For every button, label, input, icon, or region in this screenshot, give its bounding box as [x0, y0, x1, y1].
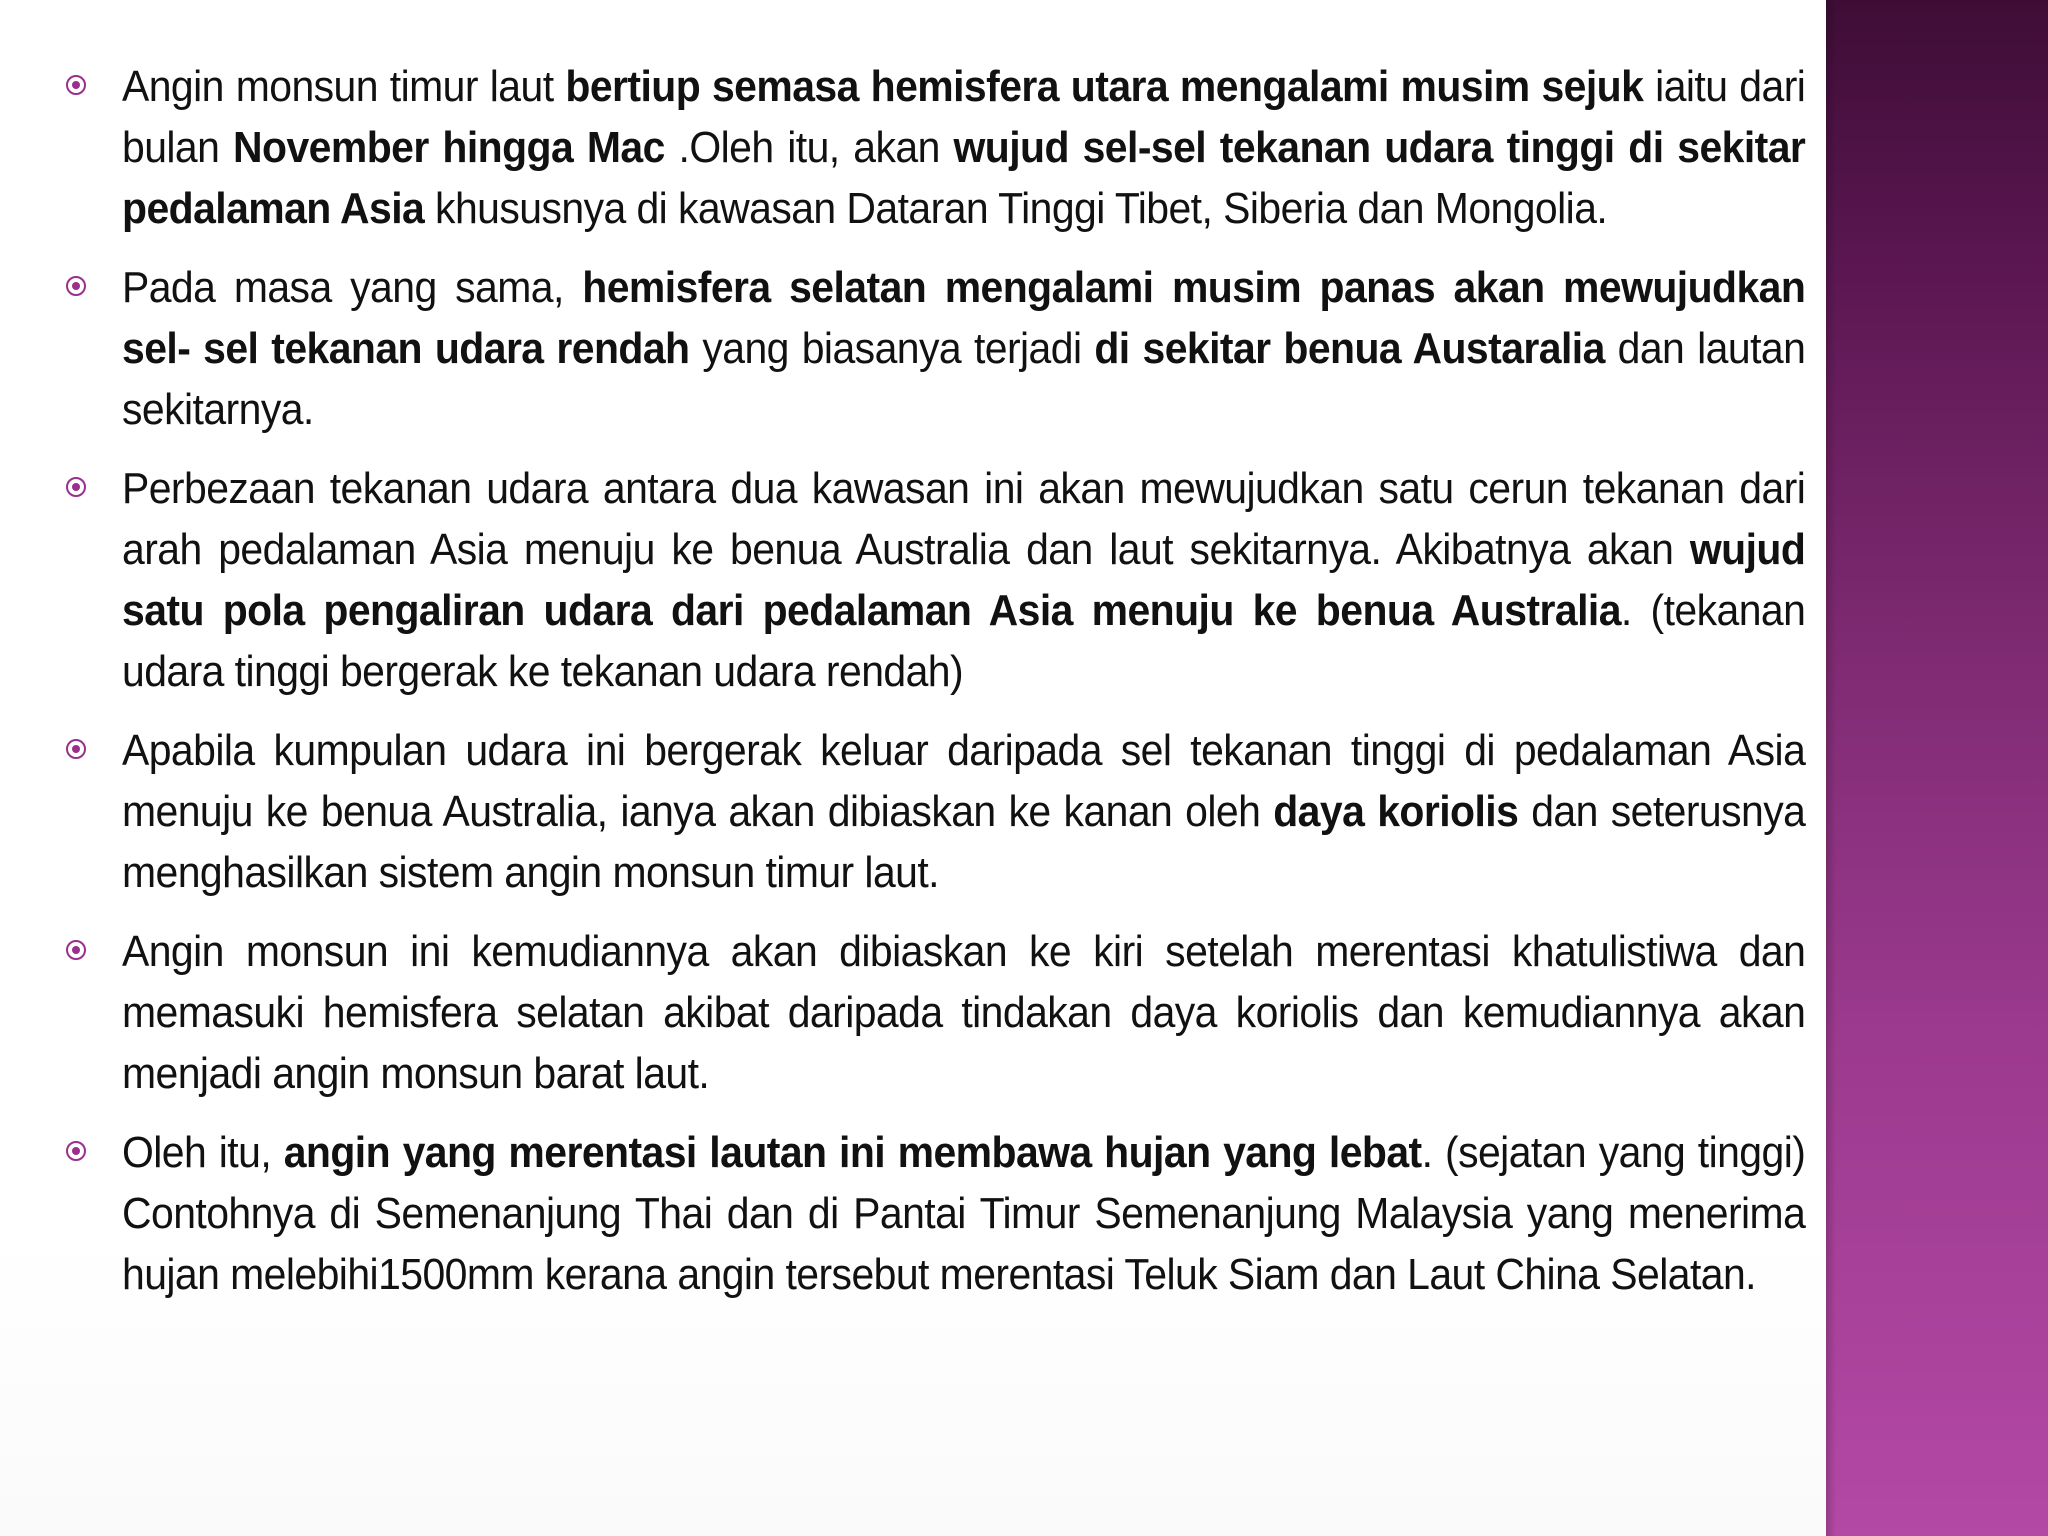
- text-segment: khususnya di kawasan Dataran Tinggi Tibet, Siberia dan Mongolia.: [424, 184, 1608, 233]
- text-segment: Pada masa yang sama,: [122, 263, 583, 312]
- text-segment: Perbezaan tekanan udara antara dua kawasan ini akan mewujudkan satu cerun tekanan dari arah pedalaman Asia menuju ke benua Australia dan laut sekitarnya. Akibatnya akan: [122, 464, 1806, 574]
- bullet-item: [62, 921, 1806, 1104]
- text-segment: Oleh itu,: [122, 1128, 284, 1177]
- bold-text-segment: angin yang merentasi lautan ini membawa hujan yang lebat: [283, 1128, 1422, 1177]
- circled-dot-bullet-icon: [66, 1141, 86, 1161]
- text-segment: .Oleh itu, akan: [664, 123, 954, 172]
- circled-dot-bullet-icon: [66, 477, 86, 497]
- text-segment: . (tekanan udara tinggi bergerak ke tekanan udara rendah): [122, 586, 1806, 696]
- text-segment: Angin monsun timur laut: [122, 62, 566, 111]
- bold-text-segment: di sekitar benua Austaralia: [1094, 324, 1605, 373]
- text-segment: Apabila kumpulan udara ini bergerak keluar daripada sel tekanan tinggi di pedalaman Asia menuju ke benua Australia, ianya akan dibiaskan ke kanan oleh: [122, 726, 1806, 836]
- text-segment: dan seterusnya menghasilkan sistem angin monsun timur laut.: [122, 787, 1806, 897]
- text-segment: iaitu dari bulan: [122, 62, 1806, 172]
- text-segment: . (sejatan yang tinggi) Contohnya di Semenanjung Thai dan di Pantai Timur Semenanjung Malaysia yang menerima hujan melebihi1500mm kerana angin tersebut merentasi Teluk Siam dan Laut China Selatan.: [122, 1128, 1806, 1299]
- bullet-text: [122, 720, 1805, 903]
- bullet-text: [122, 921, 1805, 1104]
- circled-dot-bullet-icon: [66, 276, 86, 296]
- bold-text-segment: bertiup semasa hemisfera utara mengalami musim sejuk: [565, 62, 1644, 111]
- side-band-shadow: [1826, 0, 1836, 1536]
- bullet-item: [62, 1122, 1806, 1305]
- bullet-item: [62, 257, 1806, 440]
- circled-dot-bullet-icon: [66, 739, 86, 759]
- bullet-item: [62, 56, 1806, 239]
- bullet-text: [122, 56, 1805, 239]
- circled-dot-bullet-icon: [66, 940, 86, 960]
- bold-text-segment: wujud satu pola pengaliran udara dari pedalaman Asia menuju ke benua Australia: [122, 525, 1806, 635]
- bullet-item: [62, 458, 1806, 702]
- bold-text-segment: daya koriolis: [1273, 787, 1519, 836]
- bullet-text: [122, 458, 1805, 702]
- circled-dot-bullet-icon: [66, 75, 86, 95]
- bold-text-segment: hemisfera selatan mengalami musim panas akan mewujudkan sel- sel tekanan udara rendah: [122, 263, 1806, 373]
- bullet-text: [122, 257, 1805, 440]
- bullet-list: [62, 56, 1806, 1323]
- text-segment: Angin monsun ini kemudiannya akan dibiaskan ke kiri setelah merentasi khatulistiwa dan memasuki hemisfera selatan akibat daripada tindakan daya koriolis dan kemudiannya akan menjadi angin monsun barat laut.: [122, 927, 1806, 1098]
- decorative-side-band: [1826, 0, 2048, 1536]
- bold-text-segment: wujud sel-sel tekanan udara tinggi di sekitar pedalaman Asia: [122, 123, 1806, 233]
- text-segment: yang biasanya terjadi: [689, 324, 1095, 373]
- bullet-item: [62, 720, 1806, 903]
- bullet-text: [122, 1122, 1805, 1305]
- bold-text-segment: November hingga Mac: [233, 123, 665, 172]
- text-segment: dan lautan sekitarnya.: [122, 324, 1806, 434]
